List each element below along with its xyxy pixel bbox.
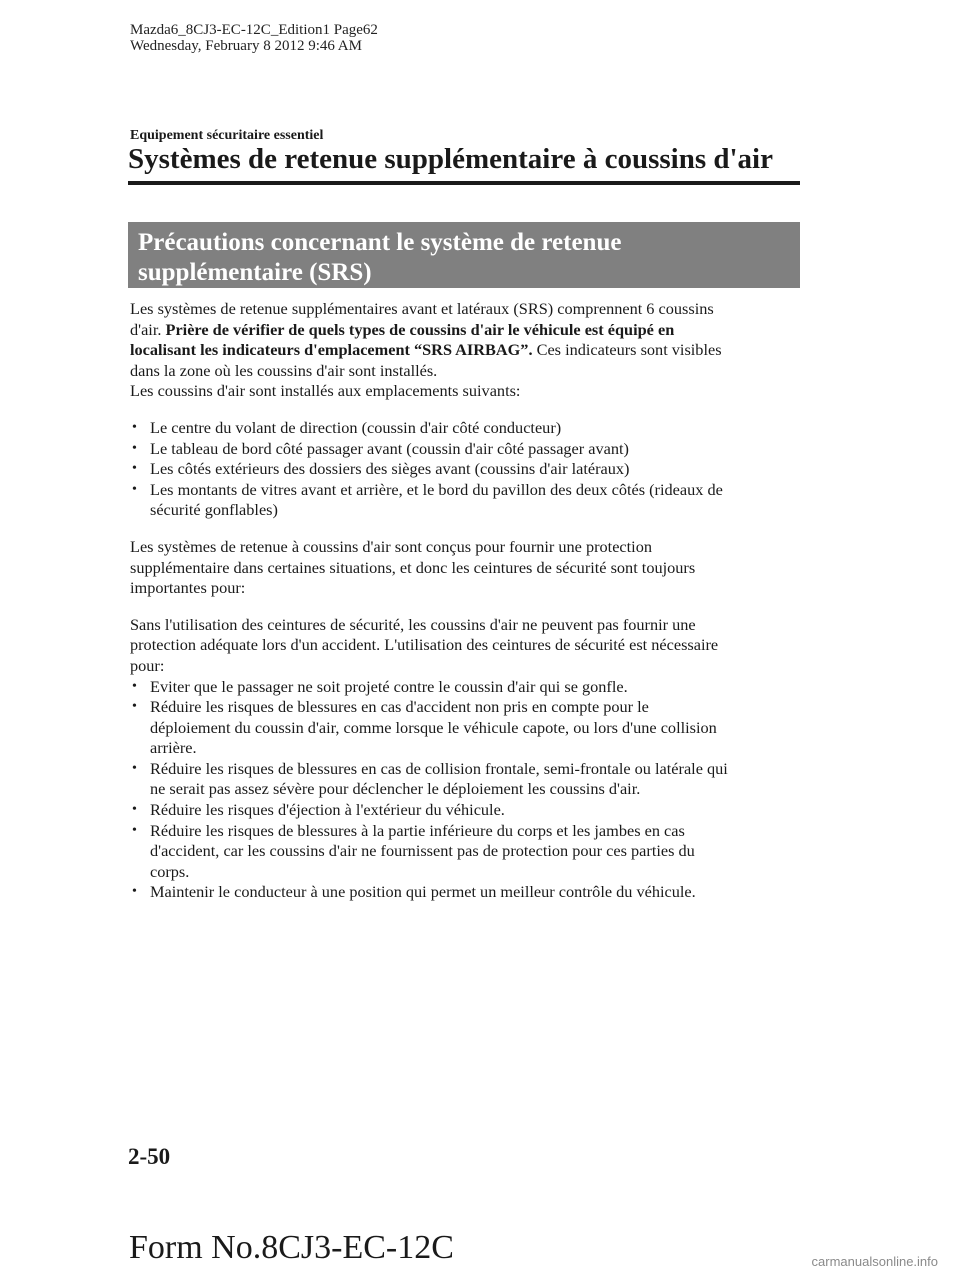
- bullet-icon: •: [132, 760, 137, 776]
- location-item-text: Le tableau de bord côté passager avant (coussin d'air côté passager avant): [150, 438, 629, 458]
- reason-item-text: corps.: [150, 861, 190, 881]
- location-item: [130, 418, 810, 439]
- srs-heading-line-1: Précautions concernant le système de retenue: [138, 229, 622, 256]
- chapter-title: Systèmes de retenue supplémentaire à coussins d'air: [128, 143, 773, 175]
- srs-heading-box: [128, 222, 800, 288]
- location-item-text: Le centre du volant de direction (coussin d'air côté conducteur): [150, 417, 562, 437]
- intro-line-5: Les coussins d'air sont installés aux emplacements suivants:: [130, 381, 521, 401]
- print-meta-line-1: Mazda6_8CJ3-EC-12C_Edition1 Page62: [130, 22, 378, 38]
- bullet-icon: •: [132, 440, 137, 456]
- reason-item-text: Maintenir le conducteur à une position qui permet un meilleur contrôle du véhicule.: [150, 882, 696, 902]
- print-meta-line-2: Wednesday, February 8 2012 9:46 AM: [130, 38, 362, 54]
- reason-item-text: arrière.: [150, 738, 197, 758]
- intro-line-3-plain: Ces indicateurs sont visibles: [532, 340, 722, 360]
- reason-item-text: Réduire les risques d'éjection à l'extérieur du véhicule.: [150, 800, 505, 820]
- body-text: [130, 299, 810, 903]
- title-rule: [128, 181, 800, 185]
- print-metadata: [130, 22, 378, 54]
- intro-line-3-bold: localisant les indicateurs d'emplacement “SRS AIRBAG”.: [130, 340, 533, 360]
- reason-item: [130, 759, 810, 800]
- reason-item: [130, 800, 810, 821]
- bullet-icon: •: [132, 678, 137, 694]
- intro-line-4: dans la zone où les coussins d'air sont installés.: [130, 360, 438, 380]
- location-item-text: Les montants de vitres avant et arrière, et le bord du pavillon des deux côtés (rideaux de: [150, 479, 723, 499]
- reason-item: [130, 821, 810, 883]
- location-item-text: sécurité gonflables): [150, 500, 278, 520]
- location-item: [130, 439, 810, 460]
- purpose-line-3: importantes pour:: [130, 578, 246, 598]
- purpose-line-1: Les systèmes de retenue à coussins d'air sont conçus pour fournir une protection: [130, 536, 652, 556]
- seatbelt-line-3: pour:: [130, 655, 165, 675]
- bullet-icon: •: [132, 419, 137, 435]
- reason-item: [130, 697, 810, 759]
- reason-item-text: Réduire les risques de blessures en cas de collision frontale, semi-frontale ou latérale qui: [150, 758, 728, 778]
- srs-heading-line-2: supplémentaire (SRS): [138, 259, 372, 286]
- seatbelt-reasons-list: [130, 677, 810, 904]
- reason-item-text: Réduire les risques de blessures à la partie inférieure du corps et les jambes en cas: [150, 820, 685, 840]
- intro-paragraph: [130, 299, 810, 402]
- purpose-paragraph: [130, 537, 810, 599]
- reason-item: [130, 882, 810, 903]
- seatbelt-line-2: protection adéquate lors d'un accident. L'utilisation des ceintures de sécurité est nécessaire: [130, 635, 719, 655]
- page-number: 2-50: [128, 1144, 171, 1169]
- bullet-icon: •: [132, 884, 137, 900]
- bullet-icon: •: [132, 802, 137, 818]
- location-item: [130, 480, 810, 521]
- reason-item-text: déploiement du coussin d'air, comme lorsque le véhicule capote, ou lors d'une collision: [150, 717, 717, 737]
- reason-item-text: Eviter que le passager ne soit projeté contre le coussin d'air qui se gonfle.: [150, 676, 628, 696]
- location-item-text: Les côtés extérieurs des dossiers des sièges avant (coussins d'air latéraux): [150, 459, 630, 479]
- bullet-icon: •: [132, 699, 137, 715]
- watermark: carmanualsonline.info: [811, 1254, 938, 1269]
- reason-item-text: Réduire les risques de blessures en cas d'accident non pris en compte pour le: [150, 697, 649, 717]
- reason-item: [130, 677, 810, 698]
- reason-item-text: d'accident, car les coussins d'air ne fournissent pas de protection pour ces parties du: [150, 841, 695, 861]
- seatbelt-line-1: Sans l'utilisation des ceintures de sécurité, les coussins d'air ne peuvent pas fournir une: [130, 614, 696, 634]
- section-label: Equipement sécuritaire essentiel: [130, 128, 324, 143]
- location-item: [130, 459, 810, 480]
- intro-line-1: Les systèmes de retenue supplémentaires avant et latéraux (SRS) comprennent 6 coussins: [130, 299, 714, 318]
- airbag-locations-list: [130, 418, 810, 521]
- intro-line-2-bold: Prière de vérifier de quels types de coussins d'air le véhicule est équipé en: [165, 319, 675, 339]
- form-number: Form No.8CJ3-EC-12C: [129, 1229, 454, 1266]
- bullet-icon: •: [132, 481, 137, 497]
- bullet-icon: •: [132, 822, 137, 838]
- reason-item-text: ne serait pas assez sévère pour déclencher le déploiement les coussins d'air.: [150, 779, 641, 799]
- bullet-icon: •: [132, 461, 137, 477]
- seatbelt-paragraph: [130, 615, 810, 677]
- purpose-line-2: supplémentaire dans certaines situations, et donc les ceintures de sécurité sont toujours: [130, 557, 696, 577]
- intro-line-2-plain: d'air.: [130, 319, 166, 339]
